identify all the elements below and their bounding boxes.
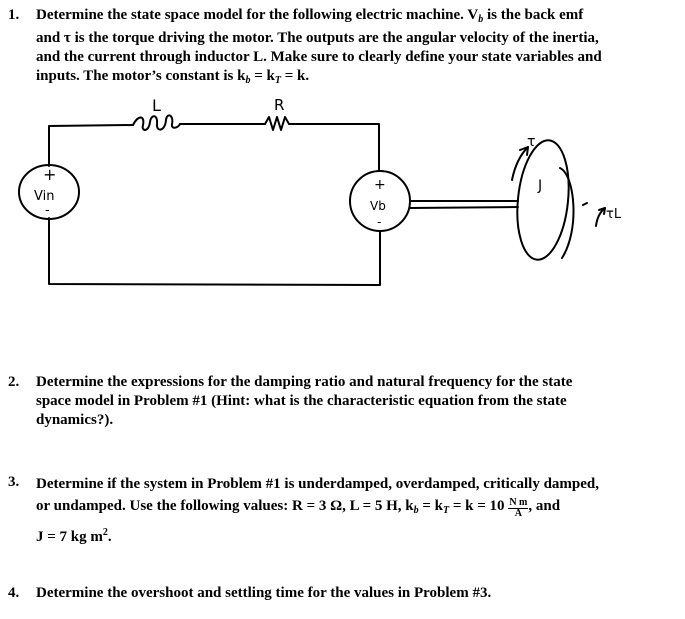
problem-1 (8, 6, 638, 90)
unit-fraction: $\frac{\text{N m}}{A}$ (509, 497, 528, 519)
problem-text: Determine if the system in Problem #1 is underdamped, overdamped, critically damped, or undamped. Use the following values: R = 3 Ω, L = 5 H, $k_b = k_T = k = 10$ $\frac{\text{N m}}{A}$ , and J = 7 kg $m^2$. (36, 476, 600, 545)
label-R: R (274, 96, 285, 114)
label-tau: τ (527, 134, 536, 150)
problem-4 (8, 584, 638, 603)
motor-shaft-lower (410, 207, 518, 208)
resistor-symbol (265, 117, 289, 130)
label-tauL: τL (606, 207, 622, 222)
problem-number: 2. (8, 374, 20, 390)
vb-plus: + (374, 177, 386, 193)
circuit-diagram (0, 92, 685, 312)
wire-top-left (49, 125, 133, 166)
problem-text: Determine the expressions for the damping ratio and natural frequency for the state space model in Problem #1 (Hint: what is the characteristic equation from the state dynamics?). (36, 374, 573, 428)
disk-tick (583, 203, 587, 205)
inductor-symbol (133, 115, 180, 130)
wire-top-right (289, 124, 379, 171)
problem-number: 3. (8, 474, 20, 490)
problem-number: 4. (8, 585, 20, 601)
problem-text: Determine the state space model for the following electric machine. $V_b$ is the back emf and τ is the torque driving the motor. The outputs are the angular velocity of the inertia, and the current through inductor L. Make sure to clearly define your state variables and inputs. The motor’s constant is $k_b = k_T = k$. (36, 7, 602, 86)
label-J: J (538, 178, 543, 194)
wire-bottom (49, 218, 380, 285)
vb-minus: - (377, 215, 382, 229)
vin-plus: + (43, 165, 57, 184)
problem-text: Determine the overshoot and settling time for the values in Problem #3. (36, 585, 492, 601)
vin-minus: - (45, 203, 50, 218)
problem-number: 1. (8, 7, 20, 23)
label-L: L (152, 96, 161, 115)
label-vin: Vin (34, 189, 55, 204)
problem-3 (8, 473, 638, 548)
label-vb: Vb (370, 199, 386, 213)
problem-2 (8, 373, 638, 430)
